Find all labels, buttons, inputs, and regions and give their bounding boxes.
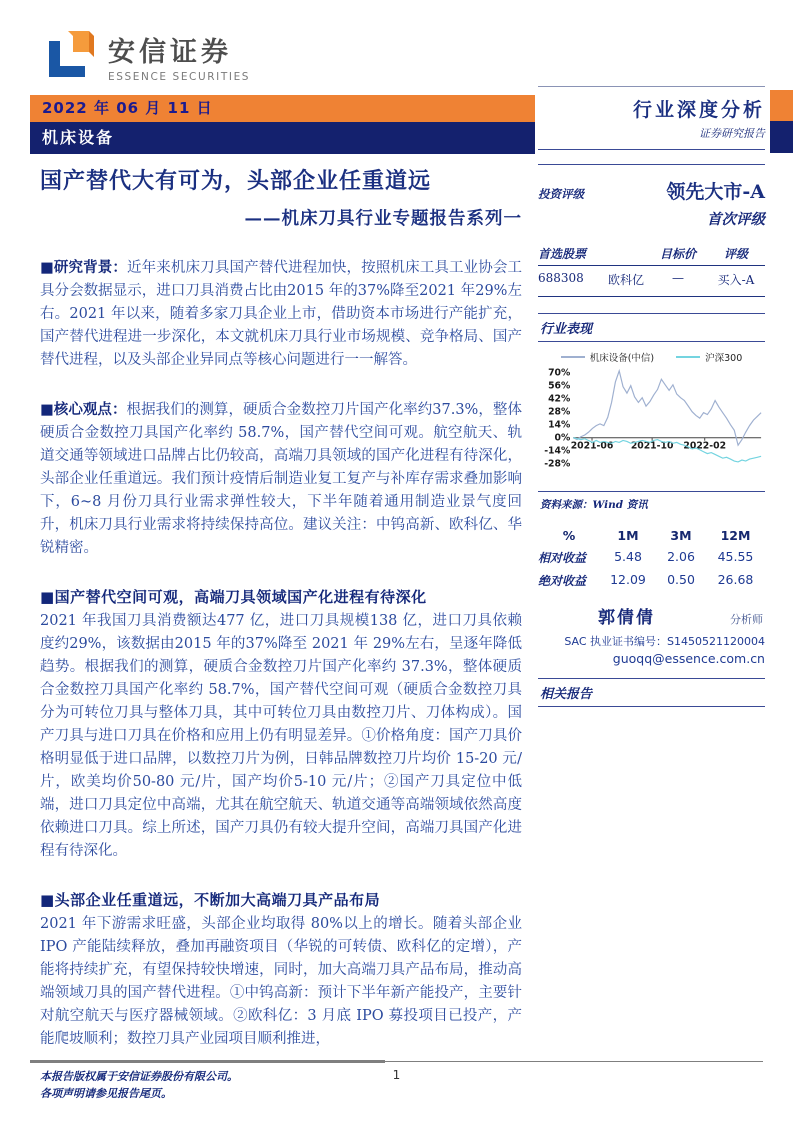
- core-viewpoint-lead: ■核心观点：: [40, 401, 127, 418]
- section-heading-leaders: ■头部企业任重道远，不断加大高端刀具产品布局: [40, 891, 381, 909]
- brand-name-en: ESSENCE SECURITIES: [108, 70, 251, 83]
- returns-col-header: 12M: [720, 528, 751, 543]
- svg-text:14%: 14%: [548, 419, 571, 431]
- relative-return-3m: 2.06: [667, 549, 695, 564]
- svg-text:2021-10: 2021-10: [630, 440, 674, 452]
- rating-first: 首次评级: [707, 211, 765, 228]
- industry-performance-chart: [538, 364, 765, 487]
- page-edge-marker: [770, 90, 793, 153]
- core-viewpoint-body: 根据我们的测算，硬质合金数控刀片国产化率约37.3%，整体硬质合金数控刀具国产化率约 58.7%，国产替代空间可观。航空航天、轨道交通等领域进口品牌占比仍较高，高端刀具领域的国产化进程有待深化，头部企业任重道远。我们预计疫情后制造业复工复产与补库存需求叠加影响下，6~8 月份刀具行业需求弹性较大，下半年随着通用制造业景气度回升，机床刀具行业需求将持续保持高位。建议关注：中钨高新、欧科亿、华锐精密。: [40, 402, 522, 556]
- research-background-paragraph: [40, 256, 522, 372]
- report-title: 国产替代大有可为，头部企业任重道远: [40, 168, 432, 194]
- core-viewpoint-paragraph: [40, 398, 522, 560]
- edge-navy-block: [770, 121, 793, 153]
- svg-text:42%: 42%: [548, 393, 571, 405]
- related-reports-title: 相关报告: [540, 687, 593, 702]
- relative-return-12m: 45.55: [717, 549, 754, 564]
- analyst-block: [538, 603, 765, 666]
- stock-name: 欧科亿: [608, 273, 645, 287]
- footer-divider-thick: [30, 1060, 385, 1063]
- analyst-name: 郭倩倩: [598, 608, 655, 628]
- stock-col-header: 目标价: [659, 247, 696, 261]
- relative-return-label: 相对收益: [538, 551, 587, 565]
- returns-table: [538, 528, 765, 589]
- analyst-email-link[interactable]: guoqq@essence.com.cn: [612, 651, 765, 666]
- rating-label: 投资评级: [538, 187, 584, 201]
- svg-text:2021-06: 2021-06: [570, 440, 614, 452]
- chart-legend: [538, 350, 765, 364]
- absolute-return-label: 绝对收益: [538, 574, 587, 588]
- absolute-return-12m: 26.68: [717, 572, 754, 587]
- svg-text:-28%: -28%: [544, 458, 571, 470]
- research-background-body: 近年来机床刀具国产替代进程加快，按照机床工具工业协会工具分会数据显示，进口刀具消费占比由2015 年的37%降至2021 年29%左右。2021 年以来，随着多家刀具企业上市，借助资本市场进行产能扩充，国产替代进程进一步深化，本文就机床刀具行业市场规模、竞争格局、国产替代进程，以及头部企业异同点等核心问题进行一一解答。: [40, 260, 522, 368]
- stock-col-header: 首选股票: [538, 247, 587, 261]
- section-heading-substitution: ■国产替代空间可观，高端刀具领域国产化进程有待深化: [40, 588, 427, 606]
- report-date: 2022 年 06 月 11 日: [30, 95, 535, 122]
- divider: [538, 164, 765, 165]
- stock-code: 688308: [538, 271, 584, 285]
- legend-label-series1: 机床设备(中信): [589, 353, 655, 364]
- svg-text:-14%: -14%: [544, 445, 571, 457]
- svg-text:2022-02: 2022-02: [683, 440, 727, 452]
- svg-text:0%: 0%: [554, 432, 571, 444]
- absolute-return-1m: 12.09: [610, 572, 646, 587]
- svg-text:70%: 70%: [548, 367, 571, 379]
- footer-copyright: 本报告版权属于安信证券股份有限公司。: [40, 1070, 238, 1083]
- rating-value: 领先大市-A: [666, 181, 765, 203]
- sidebar: [538, 86, 765, 707]
- divider: [538, 341, 765, 342]
- footer-divider-thin: [385, 1061, 763, 1062]
- relative-return-1m: 5.48: [614, 549, 642, 564]
- preferred-stock-table: [538, 245, 765, 297]
- performance-title: 行业表现: [540, 322, 593, 337]
- report-note: 证券研究报告: [699, 127, 765, 140]
- brand-name-cn: 安信证券: [108, 36, 232, 68]
- divider: [538, 706, 765, 707]
- research-background-lead: ■研究背景：: [40, 259, 128, 276]
- report-type: 行业深度分析: [632, 99, 765, 121]
- section-body-leaders: 2021 年下游需求旺盛，头部企业均取得 80%以上的增长。随着头部企业 IPO 产能陆续释放，叠加再融资项目（华锐的可转债、欧科亿的定增），产能将持续扩充，有望保持较快增速，同时，加大高端刀具产品布局，推动高端领域刀具的国产替代进程。①中钨高新：预计下半年新产能投产，主要针对航空航天与医疗器械领域。②欧科亿：3 月底 IPO 募投项目已投产，产能爬坡顺利；数控刀具产业园项目顺利推进，: [40, 916, 522, 1047]
- stock-target-price: —: [672, 271, 684, 285]
- report-subtitle: ——机床刀具行业专题报告系列一: [244, 209, 522, 229]
- divider: [538, 86, 765, 87]
- stock-row: [538, 266, 765, 297]
- svg-text:56%: 56%: [548, 380, 571, 392]
- analyst-role: 分析师: [730, 613, 763, 626]
- svg-text:28%: 28%: [548, 406, 571, 418]
- series1-line: [573, 371, 761, 445]
- legend-label-series2: 沪深300: [705, 353, 743, 364]
- chart-source: 资料来源：Wind 资讯: [540, 499, 648, 511]
- stock-rating: 买入-A: [717, 273, 755, 287]
- industry-category: 机床设备: [30, 122, 535, 154]
- returns-col-header: %: [562, 528, 576, 543]
- stock-col-header: 评级: [723, 247, 748, 261]
- section-body-substitution: 2021 年我国刀具消费额达477 亿，进口刀具规模138 亿，进口刀具依赖度约29%，该数据由2015 年的37%降至 2021 年 29%左右，呈逐年降低趋势。根据我们的测算，硬质合金数控刀片国产化率约 37.3%，整体硬质合金数控刀具国产化率约 58.7%，国产替代空间可观（硬质合金数控刀具分为可转位刀具与整体刀具，其中可转位刀具由数控刀片、刀体构成）。国产刀具与进口刀具在价格和应用上仍有明显差异。①价格角度：国产刀具价格明显低于进口品牌，以数控刀片为例，日韩品牌数控刀片均价 15-20 元/片，欧美均价50-80 元/片，国产均价5-10 元/片；②国产刀具定位中低端，进口刀具定位中高端，尤其在航空航天、轨道交通等高端领域依然高度依赖进口刀具。综上所述，国产刀具仍有较大提升空间，高端刀具国产化进程有待深化。: [40, 613, 522, 859]
- returns-col-header: 1M: [617, 528, 639, 543]
- returns-col-header: 3M: [670, 528, 692, 543]
- series1-line-icon: [561, 356, 585, 358]
- brand-logo: [44, 28, 250, 84]
- essence-logo-icon: [44, 28, 96, 84]
- edge-orange-block: [770, 90, 793, 121]
- analyst-sac-number: SAC 执业证书编号：S1450521120004: [564, 635, 765, 648]
- main-content: [40, 160, 522, 1048]
- footer-notice: 各项声明请参见报告尾页。: [40, 1087, 172, 1100]
- series2-line-icon: [676, 356, 700, 358]
- page-number: 1: [392, 1068, 401, 1082]
- absolute-return-3m: 0.50: [667, 572, 695, 587]
